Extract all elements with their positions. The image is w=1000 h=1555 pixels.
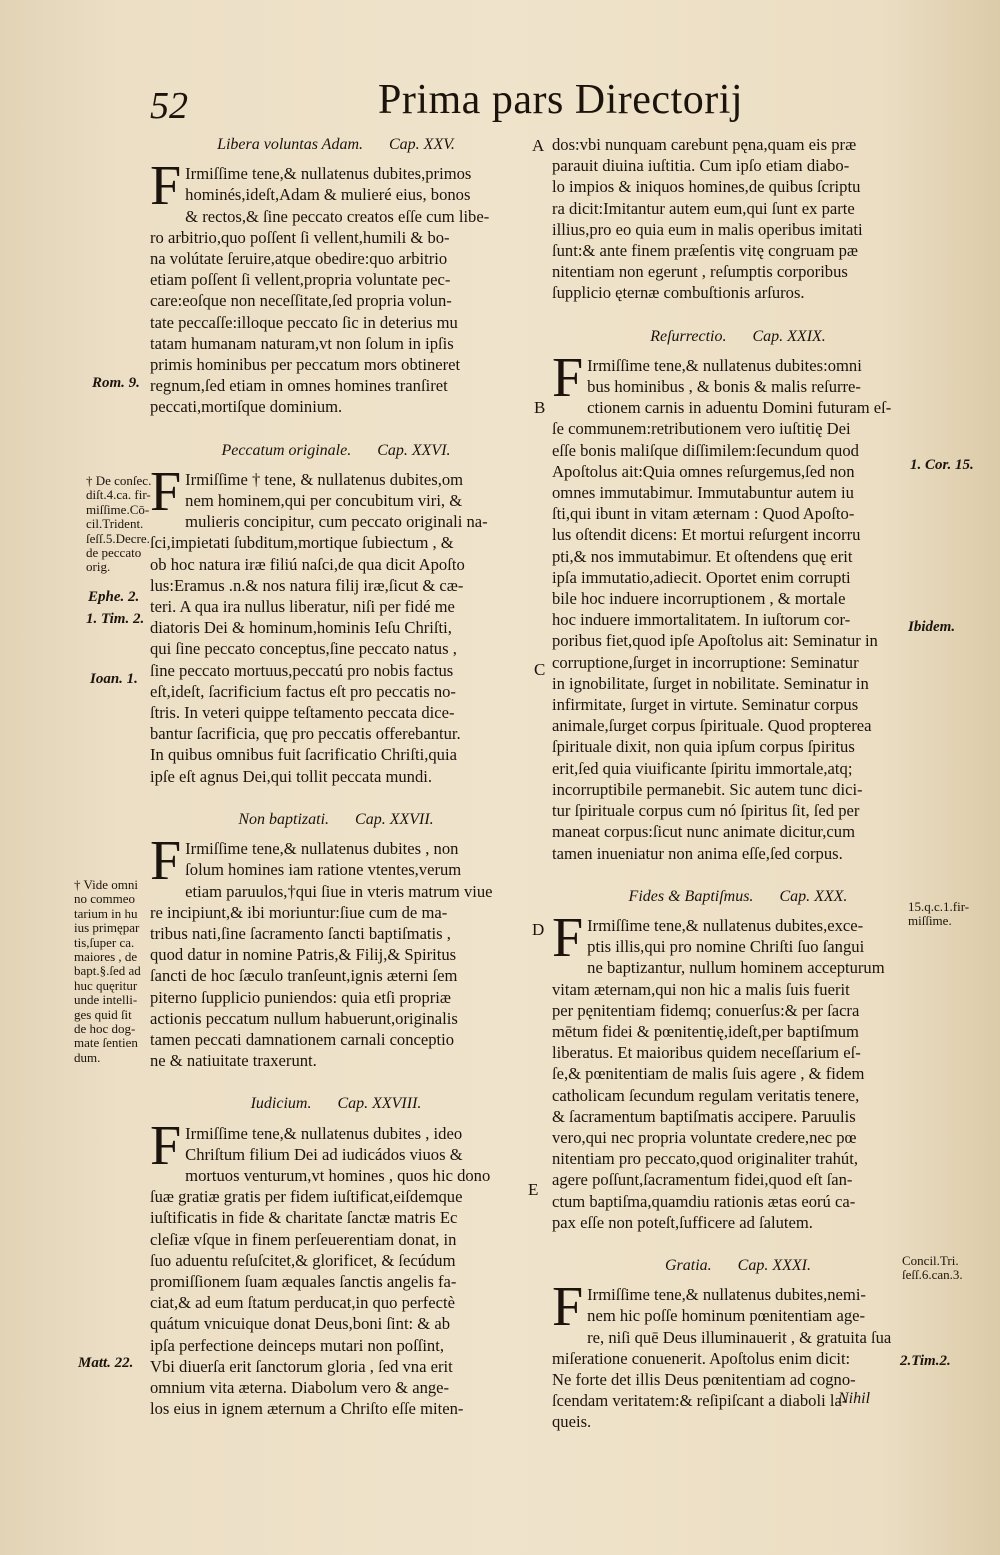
margin-note-15q: 15.q.c.1.fir- miſſime. <box>908 899 970 929</box>
section-fides-baptismus: Fides & Baptiſmus. Cap. XXX. F Irmiſſime tene,& nullatenus dubites,exce- ptis illis,qui pro nomine Chriſti ſuo ſangui ne baptizantur, nullum hominem accepturum vitam æternam,qui non hic a malis ſuis fuerit per pęnitentiam fidemq; conuerſus:& per ſacra mētum fidei & pœnitentię,ideſt,per baptiſmum liberatus. Et maioribus quidem neceſſarium eſ- ſe,& pœnitentiam de malis ſuis agere , & fidem catholicam ſecundum regulam veritatis tenere, & ſacramentum baptiſmatis accipere. Paruulis vero,qui nec propria voluntate credere,nec pœ nitentiam pro peccato,quod originaliter trahút, agere poſſunt,ſacramentum fidei,quod eſt ſan- ctum baptiſma,quamdiu rationis ætas eorú ca- pax eſſe non poteſt,ſufficere ad ſalutem. <box>552 886 924 1233</box>
drop-cap: F <box>150 830 182 893</box>
drop-cap: F <box>150 1114 182 1177</box>
chapter-heading: Gratia. Cap. XXXI. <box>665 1256 811 1274</box>
section-peccatum-originale: Peccatum originale. Cap. XXVI. F Irmiſſime † tene, & nullatenus dubites,om nem hominem,qui per concubitum viri, & mulieris concipitur, cum peccato originali na- ſci,impietati ſubditum,mortique ſubiectum , & ob hoc natura iræ filiú naſci,de qua dicit Apoſto lus:Eramus .n.& nos natura filij iræ,ſicut & cæ- teri. A qua ira nullus liberatur, niſi per fidé me diatoris Dei & hominum,hominis Ieſu Chriſti, qui ſine peccato conceptus,ſine peccato natus , ſine peccato mortuus,peccatú pro nobis factus eſt,ideſt, ſacrificium factus eſt pro peccatis no- ſtris. In veteri quippe teſtamento peccata dice- bantur ſacrificia, quę pro peccatis offerebantur. In quibus omnibus fuit ſacrificatio Chriſti,quia ipſe eſt agnus Dei,qui tollit peccata mundi. <box>150 440 522 787</box>
section-letter-e: E <box>528 1180 539 1199</box>
chapter-heading: Reſurrectio. Cap. XXIX. <box>650 327 826 345</box>
section-letter-d: D <box>532 920 545 939</box>
drop-cap: F <box>552 906 584 969</box>
drop-cap: F <box>150 155 182 218</box>
drop-cap: F <box>552 346 584 409</box>
section-resurrectio: Reſurrectio. Cap. XXIX. F Irmiſſime tene,& nullatenus dubites:omni bus hominibus , & bonis & malis reſurre- ctionem carnis in aduentu Domini futuram eſ- ſe communem:retributionem vero iuſtitię Dei eſſe bonis maliſque diſſimilem:ſecundum quod Apoſtolus ait:Quia omnes reſurgemus,ſed non omnes immutabimur. Immutabuntur autem iu ſti,qui ibunt in vitam æternam : Quod Apoſto- lus oſtendit dicens: Et mortui reſurgent incorru pti,& nos immutabimur. Et oſtendens quę erit ipſa immutatio,adiecit. Oportet enim corrupti bile hoc induere incorruptionem , & mortale hoc induere immortalitatem. In iuſtorum cor- poribus fiet,quod ipſe Apoſtolus ait: Seminatur in corruptione,ſurget in incorruptione: Seminatur in ignobilitate, ſurget in nobilitate. Seminatur in infirmitate, ſurget in virtute. Seminatur corpus animale,ſurget corpus ſpirituale. Quod propterea ſpirituale dixit, non quia ipſum corpus ſpiritus erit,ſed quia viuificante ſpiritu immortale,atq; incorruptibile permanebit. Sic autem tunc dici- tur ſpirituale corpus cum nó ſpiritus ſit, ſed per maneat corpus:ſicut nunc animate dicitur,cum tamen inueniatur non anima eſſe,ſed corpus. <box>552 326 924 864</box>
section-libera-voluntas: Libera voluntas Adam. Cap. XXV. F Irmiſſime tene,& nullatenus dubites,primos hominés,ideſt,Adam & mulieré eius, bonos & rectos,& ſine peccato creatos eſſe cum libe- ro arbitrio,quo poſſent ſi vellent,humili & bo- na volútate ſeruire,atque obedire:quo arbitrio etiam poſſent ſi vellent,propria voluntate pec- care:eoſque non neceſſitate,ſed propria volun- tate peccaſſe:illoque peccato ſic in deterius mu tatam humanam naturam,vt non ſolum in ipſis primis hominibus per peccatum mors obtineret regnum,ſed etiam in omnes homines tranſiret peccati,mortiſque dominium. <box>150 134 522 418</box>
margin-note-tim2: 2.Tim.2. <box>900 1353 951 1369</box>
catchword: Nihil <box>838 1390 871 1407</box>
drop-cap: F <box>150 460 182 523</box>
left-column <box>150 134 522 1441</box>
chapter-heading: Iudicium. Cap. XXVIII. <box>250 1095 422 1113</box>
margin-note-tim: 1. Tim. 2. <box>86 611 145 627</box>
margin-note-vide-omnino: † Vide omni no commeo tarium in hu ius primępar tis,ſuper ca. maiores , de bapt.§.ſed ad huc quęritur unde intelli- ges quid ſit de hoc dog- mate ſentien dum. <box>74 877 141 1065</box>
margin-note-ephe: Ephe. 2. <box>88 589 140 605</box>
right-column <box>552 134 924 1455</box>
chapter-heading: Libera voluntas Adam. Cap. XXV. <box>217 136 455 153</box>
page-header <box>150 76 744 136</box>
drop-cap: F <box>552 1276 584 1339</box>
section-letter-c: C <box>534 660 546 679</box>
margin-note-concil: Concil.Tri. ſeſſ.6.can.3. <box>902 1253 963 1283</box>
section-continuation: dos:vbi nunquam carebunt pęna,quam eis præ parauit diuina iuſtitia. Cum ipſo etiam diabo- lo impios & iniquos homines,de quibus ſcriptu ra dicit:Imitantur autem eum,qui ſunt ex parte illius,pro eo quia eum in malis operibus imitati ſunt:& ante finem præſentis vitę congruam pæ nitentiam non egerunt , reſumptis corporibus ſupplicio ęternæ combuſtionis arſuros. <box>552 135 863 303</box>
section-gratia: Gratia. Cap. XXXI. F Irmiſſime tene,& nullatenus dubites,nemi- nem hic poſſe hominum pœnitentiam age- re, niſi quē Deus illuminauerit , & gratuita ſua miſeratione conuenerit. Apoſtolus enim dicit: Ne forte det illis Deus pœnitentiam ad cogno- ſcendam veritatem:& reſipiſcant a diaboli la- queis. <box>552 1255 924 1433</box>
margin-note-rom: Rom. 9. <box>92 375 140 391</box>
running-title: Prima pars Directorij <box>378 77 744 123</box>
margin-note-ioan: Ioan. 1. <box>90 671 138 687</box>
section-letter-a: A <box>532 136 545 155</box>
chapter-heading: Fides & Baptiſmus. Cap. XXX. <box>628 887 848 905</box>
margin-note-de-consec: † De conſec. diſt.4.ca. fir- miſſime.Cō- cil.Trident. ſeſſ.5.Decre. de peccato orig. <box>86 473 152 575</box>
section-iudicium: Iudicium. Cap. XXVIII. F Irmiſſime tene,& nullatenus dubites , ideo Chriſtum filium Dei ad iudicádos viuos & mortuos venturum,vt homines , quos hic dono ſuæ gratiæ gratis per fidem iuſtificat,eiſdemque iuſtificatis in fide & charitate ſanctæ matris Ec cleſiæ vſque in finem perſeuerentiam donat, in ſuo aduentu reſuſcitet,& glorificet, & ſecúdum promiſſionem ſuam æquales ſanctis angelis fa- ciat,& ad eum ſtatum perducat,in quo perfectè quátum vnicuique donat Deus,boni ſint: & ab ipſa perfectione deinceps mutari non poſſint, Vbi diuerſa erit ſanctorum gloria , ſed vna erit omnium vita æterna. Diabolum vero & ange- los eius in ignem æternum a Chriſto eſſe miten- <box>150 1093 522 1419</box>
page-number: 52 <box>150 85 188 127</box>
chapter-heading: Peccatum originale. Cap. XXVI. <box>221 441 451 459</box>
section-non-baptizati: Non baptizati. Cap. XXVII. F Irmiſſime tene,& nullatenus dubites , non ſolum homines iam ratione vtentes,verum etiam paruulos,†qui ſiue in vteris matrum viue re incipiunt,& ibi moriuntur:ſiue cum de ma- tribus nati,ſine ſacramento ſancti baptiſmatis , quod datur in nomine Patris,& Filij,& Spiritus ſancti de hoc ſæculo tranſeunt,ignis æterni ſem piterno ſupplicio puniendos: quia etſi propriæ actionis peccatum nullum habuerunt,originalis tamen peccati damnationem carnali conceptio ne & natiuitate traxerunt. <box>150 809 522 1071</box>
chapter-heading: Non baptizati. Cap. XXVII. <box>238 810 434 828</box>
margin-note-ibidem: Ibidem. <box>908 619 956 635</box>
margin-note-matt: Matt. 22. <box>78 1355 134 1371</box>
section-letter-b: B <box>534 398 546 417</box>
margin-note-cor: 1. Cor. 15. <box>910 457 974 473</box>
